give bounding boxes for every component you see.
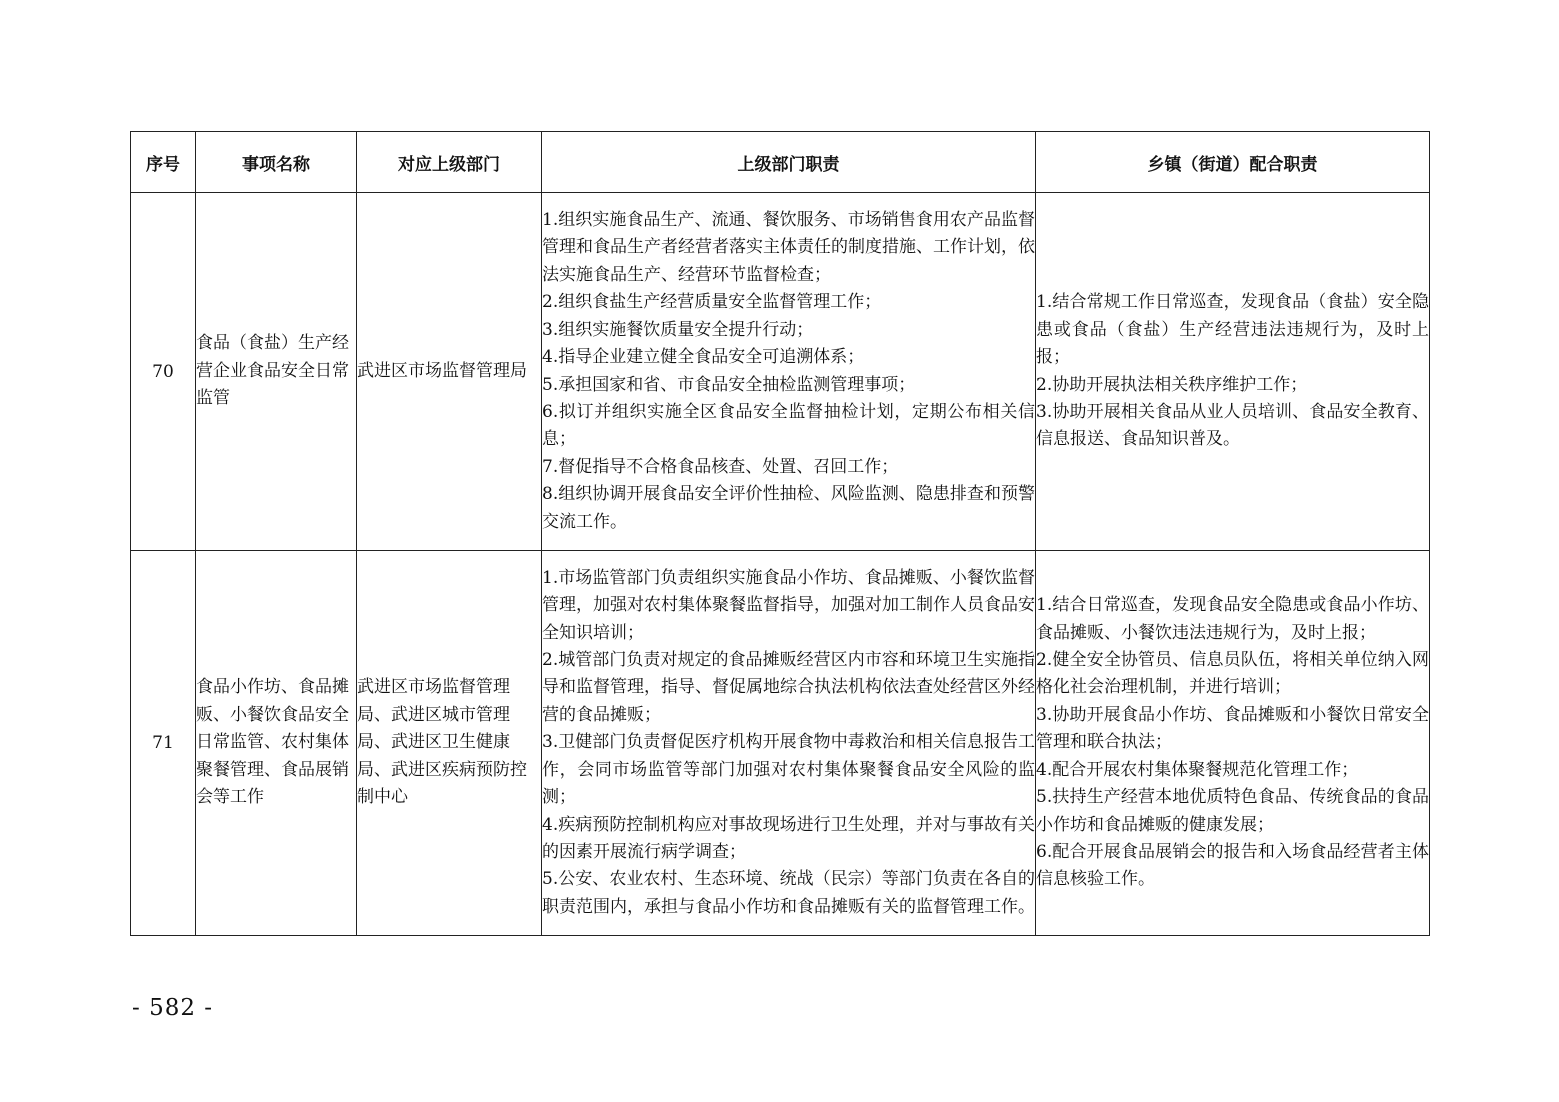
- duty-item: 2.健全安全协管员、信息员队伍，将相关单位纳入网格化社会治理机制，并进行培训；: [1036, 650, 1429, 698]
- duty-item: 6.拟订并组织实施全区食品安全监督抽检计划，定期公布相关信息；: [542, 401, 1035, 450]
- duty-item: 1.组织实施食品生产、流通、餐饮服务、市场销售食用农产品监督管理和食品生产者经营者落实主体责任的制度措施、工作计划，依法实施食品生产、经营环节监督检查；: [542, 210, 1035, 285]
- header-upper-dept: 对应上级部门: [357, 132, 542, 193]
- upper-department: 武进区市场监督管理局、武进区城市管理局、武进区卫生健康局、武进区疾病预防控制中心: [357, 551, 542, 936]
- duty-item: 5.扶持生产经营本地优质特色食品、传统食品的食品小作坊和食品摊贩的健康发展；: [1036, 787, 1429, 835]
- duty-table: [130, 131, 1430, 936]
- duty-item: 2.协助开展执法相关秩序维护工作；: [1036, 374, 1308, 395]
- table-row: [131, 551, 1430, 936]
- duty-item: 7.督促指导不合格食品核查、处置、召回工作；: [542, 456, 899, 477]
- duty-item: 1.结合常规工作日常巡查，发现食品（食盐）安全隐患或食品（食盐）生产经营违法违规行为，及时上报；: [1036, 292, 1429, 368]
- duty-item: 1.结合日常巡查，发现食品安全隐患或食品小作坊、食品摊贩、小餐饮违法违规行为，及时上报；: [1036, 595, 1429, 643]
- duty-item: 4.指导企业建立健全食品安全可追溯体系；: [542, 347, 865, 368]
- duty-item: 3.卫健部门负责督促医疗机构开展食物中毒救治和相关信息报告工作，会同市场监管等部门加强对农村集体聚餐食品安全风险的监测；: [542, 732, 1035, 808]
- duty-item: 3.组织实施餐饮质量安全提升行动；: [542, 319, 814, 340]
- header-upper-duties: 上级部门职责: [542, 132, 1036, 193]
- duty-item: 3.协助开展食品小作坊、食品摊贩和小餐饮日常安全管理和联合执法；: [1036, 704, 1429, 753]
- duty-item: 3.协助开展相关食品从业人员培训、食品安全教育、信息报送、食品知识普及。: [1036, 401, 1429, 450]
- duty-item: 5.公安、农业农村、生态环境、统战（民宗）等部门负责在各自的职责范围内，承担与食品小作坊和食品摊贩有关的监督管理工作。: [542, 869, 1035, 917]
- town-duties-list: [1036, 551, 1430, 936]
- upper-duties-list: [542, 551, 1036, 936]
- duty-item: 4.配合开展农村集体聚餐规范化管理工作；: [1036, 759, 1359, 780]
- duty-item: 5.承担国家和省、市食品安全抽检监测管理事项；: [542, 374, 916, 395]
- duty-item: 2.组织食盐生产经营质量安全监督管理工作；: [542, 292, 882, 313]
- page-number: - 582 -: [132, 995, 214, 1021]
- town-duties-list: [1036, 193, 1430, 551]
- duty-item: 8.组织协调开展食品安全评价性抽检、风险监测、隐患排查和预警交流工作。: [542, 484, 1035, 532]
- duty-item: 2.城管部门负责对规定的食品摊贩经营区内市容和环境卫生实施指导和监督管理，指导、督促属地综合执法机构依法查处经营区外经营的食品摊贩；: [542, 650, 1035, 725]
- row-number: 70: [131, 193, 196, 551]
- header-row: [131, 132, 1430, 193]
- header-town-duties: 乡镇（街道）配合职责: [1036, 132, 1430, 193]
- upper-department: 武进区市场监督管理局: [357, 193, 542, 551]
- item-name: 食品小作坊、食品摊贩、小餐饮食品安全日常监管、农村集体聚餐管理、食品展销会等工作: [196, 551, 357, 936]
- duty-item: 6.配合开展食品展销会的报告和入场食品经营者主体信息核验工作。: [1036, 841, 1429, 890]
- duty-item: 4.疾病预防控制机构应对事故现场进行卫生处理，并对与事故有关的因素开展流行病学调查；: [542, 814, 1035, 862]
- header-seq: 序号: [131, 132, 196, 193]
- row-number: 71: [131, 551, 196, 936]
- header-item-name: 事项名称: [196, 132, 357, 193]
- item-name: 食品（食盐）生产经营企业食品安全日常监管: [196, 193, 357, 551]
- table-row: [131, 193, 1430, 551]
- upper-duties-list: [542, 193, 1036, 551]
- duty-item: 1.市场监管部门负责组织实施食品小作坊、食品摊贩、小餐饮监督管理，加强对农村集体聚餐监督指导，加强对加工制作人员食品安全知识培训；: [542, 567, 1035, 643]
